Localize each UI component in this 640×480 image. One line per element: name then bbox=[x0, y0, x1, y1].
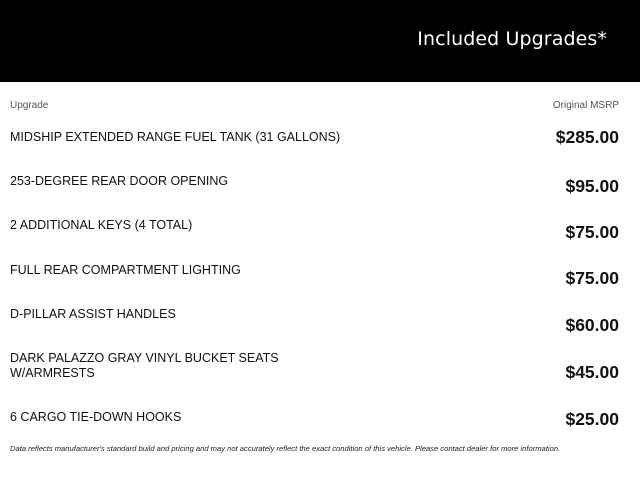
list-item bbox=[0, 208, 640, 252]
column-header-msrp: Original MSRP bbox=[552, 100, 619, 111]
header-bar bbox=[0, 0, 640, 82]
upgrade-price: $75.00 bbox=[565, 222, 619, 242]
disclaimer-text: Data reflects manufacturer's standard build and pricing and may not accurately reflect the exact condition of this vehicle. Please contact dealer for more information. bbox=[10, 444, 561, 453]
upgrade-name: 253-DEGREE REAR DOOR OPENING bbox=[10, 174, 229, 188]
upgrade-price: $95.00 bbox=[565, 176, 619, 196]
upgrade-price: $25.00 bbox=[565, 409, 619, 429]
list-item bbox=[0, 400, 640, 444]
list-item bbox=[0, 253, 640, 297]
upgrade-name: 2 ADDITIONAL KEYS (4 TOTAL) bbox=[10, 218, 193, 232]
upgrade-price: $75.00 bbox=[565, 268, 619, 288]
upgrade-price: $45.00 bbox=[565, 362, 619, 382]
column-header-upgrade: Upgrade bbox=[10, 100, 49, 111]
list-item bbox=[0, 120, 640, 164]
upgrade-price: $60.00 bbox=[565, 315, 619, 335]
column-headers bbox=[0, 100, 640, 114]
upgrade-name: D-PILLAR ASSIST HANDLES bbox=[10, 307, 176, 321]
upgrade-name: 6 CARGO TIE-DOWN HOOKS bbox=[10, 410, 182, 424]
upgrade-name: DARK PALAZZO GRAY VINYL BUCKET SEATS W/ARMRESTS bbox=[10, 351, 279, 380]
list-item bbox=[0, 297, 640, 341]
upgrade-price: $285.00 bbox=[555, 127, 619, 147]
upgrade-name: MIDSHIP EXTENDED RANGE FUEL TANK (31 GALLONS) bbox=[10, 130, 341, 144]
upgrade-name: FULL REAR COMPARTMENT LIGHTING bbox=[10, 263, 241, 277]
page-title: Included Upgrades* bbox=[417, 28, 607, 50]
list-item bbox=[0, 341, 640, 401]
list-item bbox=[0, 164, 640, 208]
